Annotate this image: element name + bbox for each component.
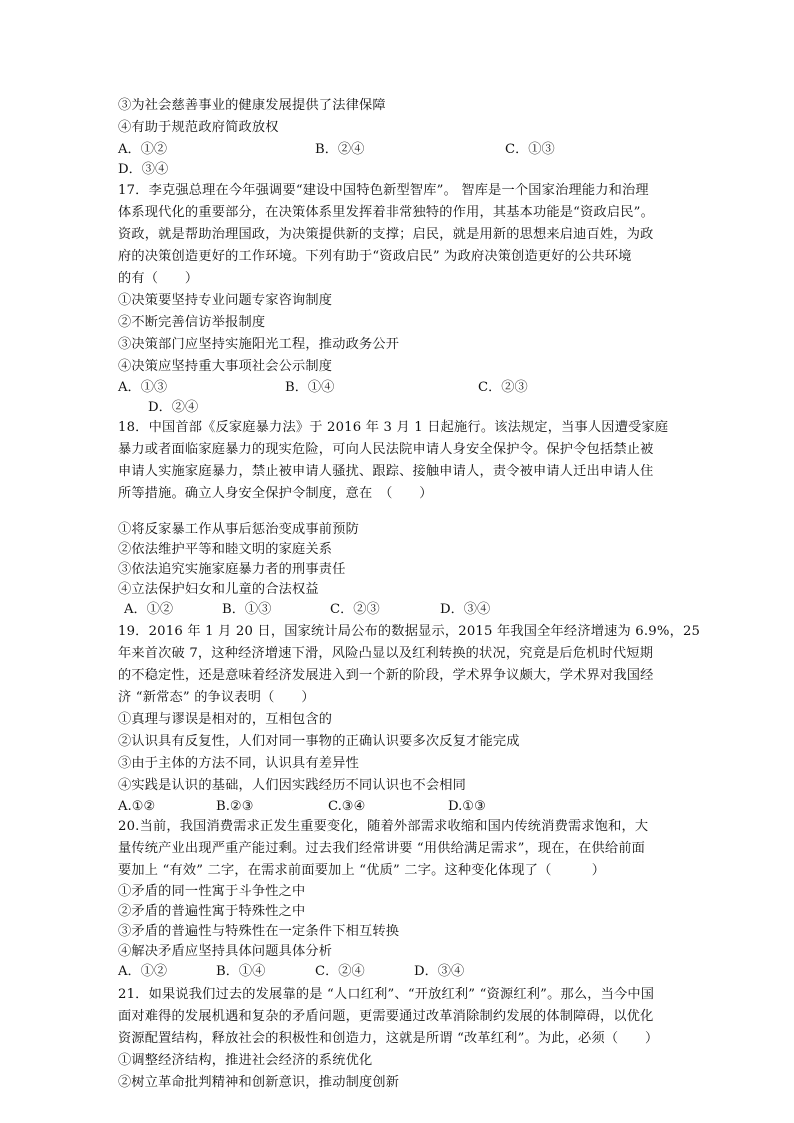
option-statement: ②依法维护平等和睦文明的家庭关系 <box>118 542 333 557</box>
question-19-text: 19．2016 年 1 月 20 日，国家统计局公布的数据显示，2015 年我国全年经济增速为 6.9%，25 <box>118 624 701 639</box>
answer-choice: B．①③ <box>222 602 272 617</box>
question-17-text: 17．李克强总理在今年强调要“建设中国特色新型智库”。 智库是一个国家治理能力和治理 <box>118 183 649 198</box>
question-20-text: 量传统产业出现严重产能过剩。过去我们经常讲要 “用供给满足需求”，现在，在供给前面 <box>118 841 645 856</box>
option-statement: ②矛盾的普遍性寓于特殊性之中 <box>118 904 306 919</box>
answer-choice: C．②③ <box>330 602 380 617</box>
answer-choice: C．②④ <box>315 964 365 979</box>
question-18-text: 所等措施。确立人身安全保护令制度，意在 （ ） <box>118 486 433 501</box>
answer-choice: B．①④ <box>216 964 266 979</box>
option-statement: ③为社会慈善事业的健康发展提供了法律保障 <box>118 98 386 113</box>
answer-choice: D.①③ <box>448 799 486 814</box>
option-statement: ③决策部门应坚持实施阳光工程，推动政务公开 <box>118 337 400 352</box>
option-statement: ②树立革命批判精神和创新意识，推动制度创新 <box>118 1075 400 1090</box>
option-statement: ④有助于规范政府简政放权 <box>118 120 279 135</box>
question-19-text: 年来首次破 7，这种经济增速下滑，风险凸显以及红利转换的状况，究竟是后危机时代短期 <box>118 646 654 661</box>
answer-choice: A．①② <box>118 142 168 157</box>
answer-choice: A．①② <box>118 964 168 979</box>
option-statement: ②不断完善信访举报制度 <box>118 315 266 330</box>
option-statement: ④解决矛盾应坚持具体问题具体分析 <box>118 944 333 959</box>
question-17-text: 府的决策创造更好的工作环境。下列有助于“资政启民” 为政府决策创造更好的公共环境 <box>118 249 632 264</box>
question-17-text: 资政，就是帮助治理国政，为决策提供新的支撑；启民，就是用新的思想来启迪百姓，为政 <box>118 227 654 242</box>
question-18-text: 暴力或者面临家庭暴力的现实危险，可向人民法院申请人身安全保护令。保护令包括禁止被 <box>118 442 654 457</box>
answer-choice: A．①③ <box>118 380 168 395</box>
answer-choice: C．①③ <box>505 142 555 157</box>
option-statement: ④决策应坚持重大事项社会公示制度 <box>118 359 333 374</box>
option-statement: ③矛盾的普遍性与特殊性在一定条件下相互转换 <box>118 924 400 939</box>
option-statement: ④实践是认识的基础，人们因实践经历不同认识也不会相同 <box>118 778 467 793</box>
question-21-text: 资源配置结构，释放社会的积极性和创造力，这就是所谓 “改革红利”。为此，必须（ ） <box>118 1031 659 1046</box>
question-20-text: 要加上 “有效” 二字，在需求前面要加上 “优质” 二字。这种变化体现了（ ） <box>118 863 606 878</box>
question-17-text: 的有（ ） <box>118 271 199 286</box>
answer-choice: D．③④ <box>118 162 169 177</box>
question-20-text: 20.当前，我国消费需求正发生重要变化，随着外部需求收缩和国内传统消费需求饱和，大 <box>118 819 649 834</box>
option-statement: ①将反家暴工作从事后惩治变成事前预防 <box>118 522 359 537</box>
answer-choice: B．②④ <box>315 142 365 157</box>
option-statement: ①矛盾的同一性寓于斗争性之中 <box>118 884 306 899</box>
question-18-text: 申请人实施家庭暴力，禁止被申请人骚扰、跟踪、接触申请人，责令被申请人迁出申请人住 <box>118 464 654 479</box>
option-statement: ①真理与谬误是相对的，互相包含的 <box>118 712 333 727</box>
answer-choice: C．②③ <box>478 380 528 395</box>
option-statement: ①调整经济结构，推进社会经济的系统优化 <box>118 1053 373 1068</box>
question-19-text: 的不稳定性，还是意味着经济发展进入到一个新的阶段，学术界争议颇大，学术界对我国经 <box>118 668 654 683</box>
option-statement: ②认识具有反复性，人们对同一事物的正确认识要多次反复才能完成 <box>118 734 520 749</box>
option-statement: ①决策要坚持专业问题专家咨询制度 <box>118 293 333 308</box>
answer-choice: D．③④ <box>414 964 465 979</box>
question-19-text: 济 “新常态” 的争议表明（ ） <box>118 690 315 705</box>
answer-choice: D．③④ <box>440 602 491 617</box>
option-statement: ③由于主体的方法不同，认识具有差异性 <box>118 756 359 771</box>
question-18-text: 18．中国首部《反家庭暴力法》于 2016 年 3 月 1 日起施行。该法规定，当事人因遭受家庭 <box>118 420 669 435</box>
answer-choice: A.①② <box>118 799 156 814</box>
question-21-text: 面对难得的发展机遇和复杂的矛盾问题，更需要通过改革消除制约发展的体制障碍，以优化 <box>118 1009 654 1024</box>
question-21-text: 21．如果说我们过去的发展靠的是 “人口红利”、“开放红利” “资源红利”。那么，当今中国 <box>118 987 655 1002</box>
option-statement: ④立法保护妇女和儿童的合法权益 <box>118 582 319 597</box>
answer-choice: B.②③ <box>216 799 254 814</box>
answer-choice: A．①② <box>124 602 174 617</box>
answer-choice: C.③④ <box>328 799 366 814</box>
answer-choice: D．②④ <box>148 400 199 415</box>
question-17-text: 体系现代化的重要部分，在决策体系里发挥着非常独特的作用，其基本功能是“资政启民”。 <box>118 205 654 220</box>
answer-choice: B．①④ <box>285 380 335 395</box>
option-statement: ③依法追究实施家庭暴力者的刑事责任 <box>118 562 346 577</box>
